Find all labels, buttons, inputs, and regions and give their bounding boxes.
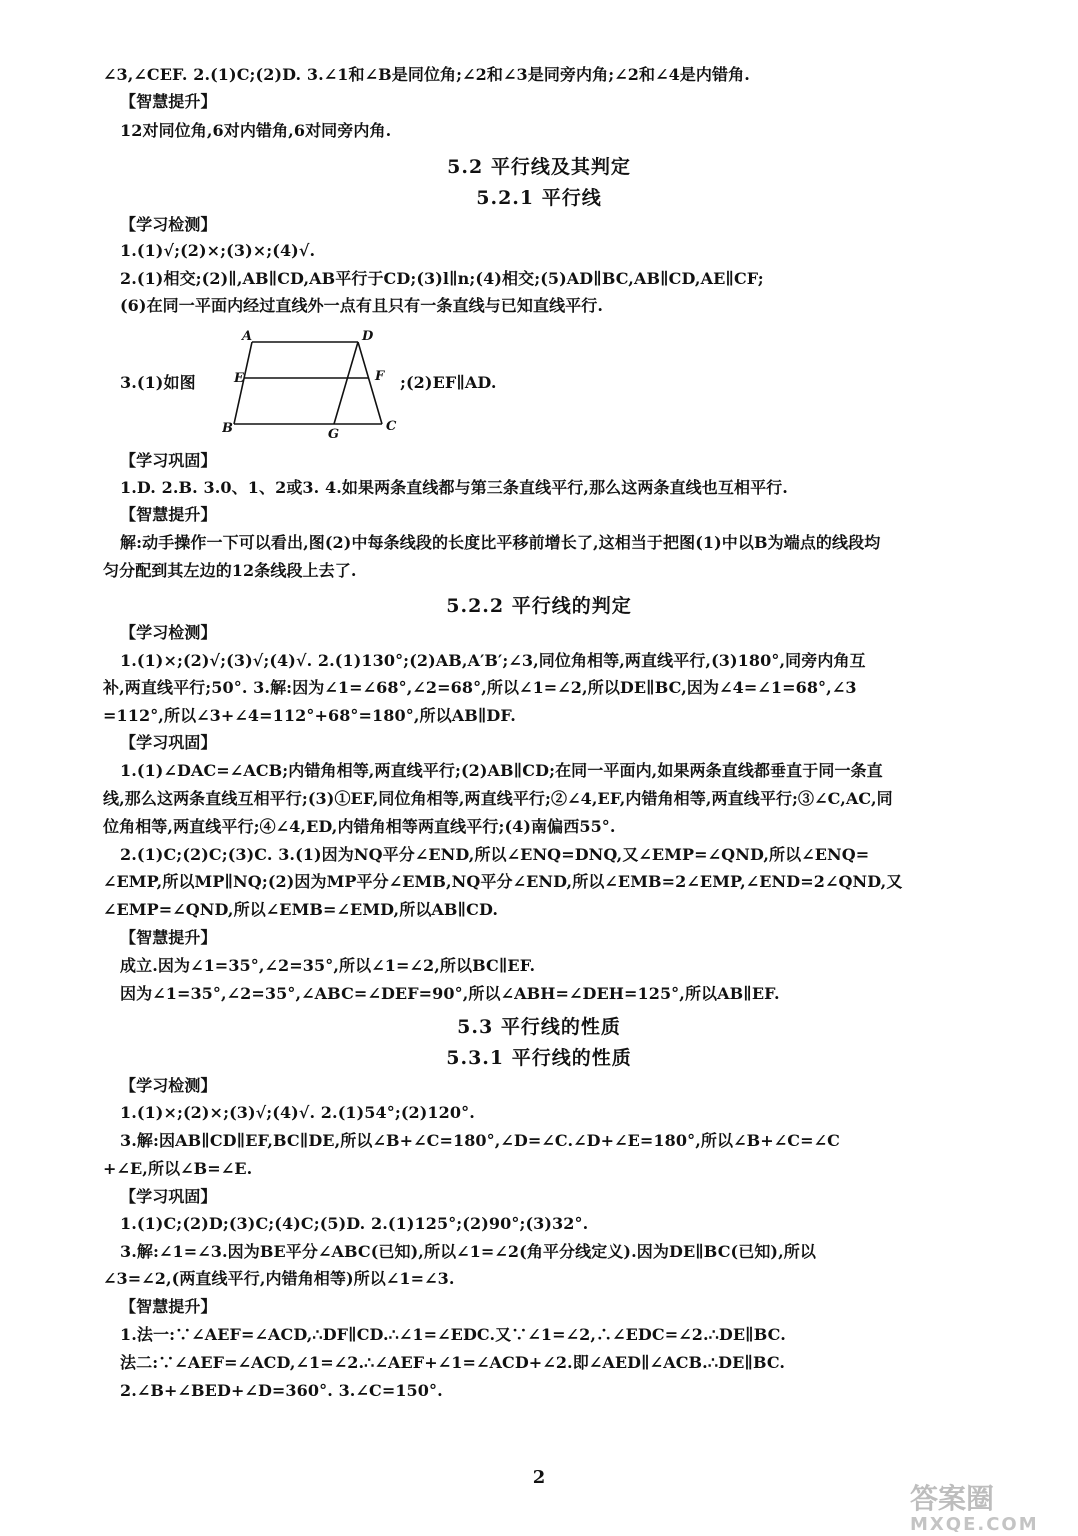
- text-line: ;(2)EF∥AD.: [400, 373, 497, 392]
- text-line: 位角相等,两直线平行;④∠4,ED,内错角相等两直线平行;(4)南偏西55°.: [103, 817, 616, 836]
- page-number: 2: [532, 1467, 546, 1488]
- section-tag: 【学习检测】: [120, 1076, 217, 1095]
- text-line: 1.(1)C;(2)D;(3)C;(4)C;(5)D. 2.(1)125°;(2)90°;(3)32°.: [120, 1214, 589, 1233]
- section-tag: 【学习检测】: [120, 623, 217, 642]
- subsection-title: 5.3.1 平行线的性质: [446, 1047, 632, 1069]
- text-line: 2.(1)C;(2)C;(3)C. 3.(1)因为NQ平分∠END,所以∠ENQ=DNQ,又∠EMP=∠QND,所以∠ENQ=: [120, 845, 870, 864]
- text-line: 补,两直线平行;50°. 3.解:因为∠1=∠68°,∠2=68°,所以∠1=∠2,所以DE∥BC,因为∠4=∠1=68°,∠3: [103, 678, 857, 697]
- text-line: 1.(1)×;(2)√;(3)√;(4)√. 2.(1)130°;(2)AB,A′B′;∠3,同位角相等,两直线平行,(3)180°,同旁内角互: [120, 651, 866, 670]
- text-line: ∠3=∠2,(两直线平行,内错角相等)所以∠1=∠3.: [103, 1269, 455, 1288]
- section-title: 5.2 平行线及其判定: [447, 156, 631, 178]
- point-label: D: [362, 329, 374, 344]
- text-line: 1.法一:∵∠AEF=∠ACD,∴DF∥CD.∴∠1=∠EDC.又∵∠1=∠2,∴∠EDC=∠2.∴DE∥BC.: [120, 1325, 786, 1344]
- text-line: =112°,所以∠3+∠4=112°+68°=180°,所以AB∥DF.: [103, 706, 516, 725]
- text-line: ∠EMP=∠QND,所以∠EMB=∠EMD,所以AB∥CD.: [103, 900, 499, 919]
- text-line: 解:动手操作一下可以看出,图(2)中每条线段的长度比平移前增长了,这相当于把图(1)中以B为端点的线段均: [120, 533, 881, 552]
- watermark-text: 答案圈: [910, 1482, 995, 1515]
- point-label: B: [222, 421, 233, 436]
- text-line: ∠EMP,所以MP∥NQ;(2)因为MP平分∠EMB,NQ平分∠END,所以∠EMB=2∠EMP,∠END=2∠QND,又: [103, 872, 903, 891]
- point-label: C: [386, 419, 397, 434]
- section-tag: 【智慧提升】: [120, 928, 217, 947]
- point-label: F: [375, 369, 385, 384]
- text-line: 3.解:∠1=∠3.因为BE平分∠ABC(已知),所以∠1=∠2(角平分线定义).因为DE∥BC(已知),所以: [120, 1242, 816, 1261]
- text-line: 法二:∵∠AEF=∠ACD,∠1=∠2.∴∠AEF+∠1=∠ACD+∠2.即∠AED∥∠ACB.∴DE∥BC.: [120, 1353, 786, 1372]
- section-tag: 【学习巩固】: [120, 1187, 217, 1206]
- point-label: G: [328, 427, 340, 440]
- point-label: A: [242, 329, 253, 344]
- section-tag: 【智慧提升】: [120, 1297, 217, 1316]
- text-line: 12对同位角,6对内错角,6对同旁内角.: [120, 121, 392, 140]
- text-line: 1.(1)×;(2)×;(3)√;(4)√. 2.(1)54°;(2)120°.: [120, 1103, 475, 1122]
- text-line: 1.(1)∠DAC=∠ACB;内错角相等,两直线平行;(2)AB∥CD;在同一平面内,如果两条直线都垂直于同一条直: [120, 761, 883, 780]
- section-tag: 【学习巩固】: [120, 451, 217, 470]
- subsection-title: 5.2.1 平行线: [476, 187, 602, 209]
- point-label: E: [234, 371, 244, 386]
- section-tag: 【学习检测】: [120, 215, 217, 234]
- section-tag: 【智慧提升】: [120, 505, 217, 524]
- section-title: 5.3 平行线的性质: [457, 1016, 621, 1038]
- text-line: 3.(1)如图: [120, 373, 196, 392]
- text-line: 因为∠1=35°,∠2=35°,∠ABC=∠DEF=90°,所以∠ABH=∠DEH=125°,所以AB∥EF.: [120, 984, 780, 1003]
- watermark-logo: [880, 1478, 1070, 1532]
- watermark-url: MXQE.COM: [910, 1514, 1039, 1532]
- section-tag: 【智慧提升】: [120, 92, 217, 111]
- text-line: 3.解:因AB∥CD∥EF,BC∥DE,所以∠B+∠C=180°,∠D=∠C.∠D+∠E=180°,所以∠B+∠C=∠C: [120, 1131, 840, 1150]
- subsection-title: 5.2.2 平行线的判定: [446, 595, 632, 617]
- text-line: 2.∠B+∠BED+∠D=360°. 3.∠C=150°.: [120, 1381, 443, 1400]
- text-line: 线,那么这两条直线互相平行;(3)①EF,同位角相等,两直线平行;②∠4,EF,内错角相等,两直线平行;③∠C,AC,同: [103, 789, 893, 808]
- text-line: 成立.因为∠1=35°,∠2=35°,所以∠1=∠2,所以BC∥EF.: [120, 956, 536, 975]
- text-line: 1.D. 2.B. 3.0、1、2或3. 4.如果两条直线都与第三条直线平行,那么这两条直线也互相平行.: [120, 478, 788, 497]
- section-tag: 【学习巩固】: [120, 733, 217, 752]
- text-line: 2.(1)相交;(2)∥,AB∥CD,AB平行于CD;(3)l∥n;(4)相交;(5)AD∥BC,AB∥CD,AE∥CF;: [120, 269, 764, 288]
- text-line: 匀分配到其左边的12条线段上去了.: [103, 561, 357, 580]
- text-line: ∠3,∠CEF. 2.(1)C;(2)D. 3.∠1和∠B是同位角;∠2和∠3是同旁内角;∠2和∠4是内错角.: [103, 65, 750, 84]
- text-line: +∠E,所以∠B=∠E.: [103, 1159, 253, 1178]
- text-line: (6)在同一平面内经过直线外一点有且只有一条直线与已知直线平行.: [120, 296, 604, 315]
- trapezoid-figure: [222, 328, 412, 440]
- text-line: 1.(1)√;(2)×;(3)×;(4)√.: [120, 241, 316, 260]
